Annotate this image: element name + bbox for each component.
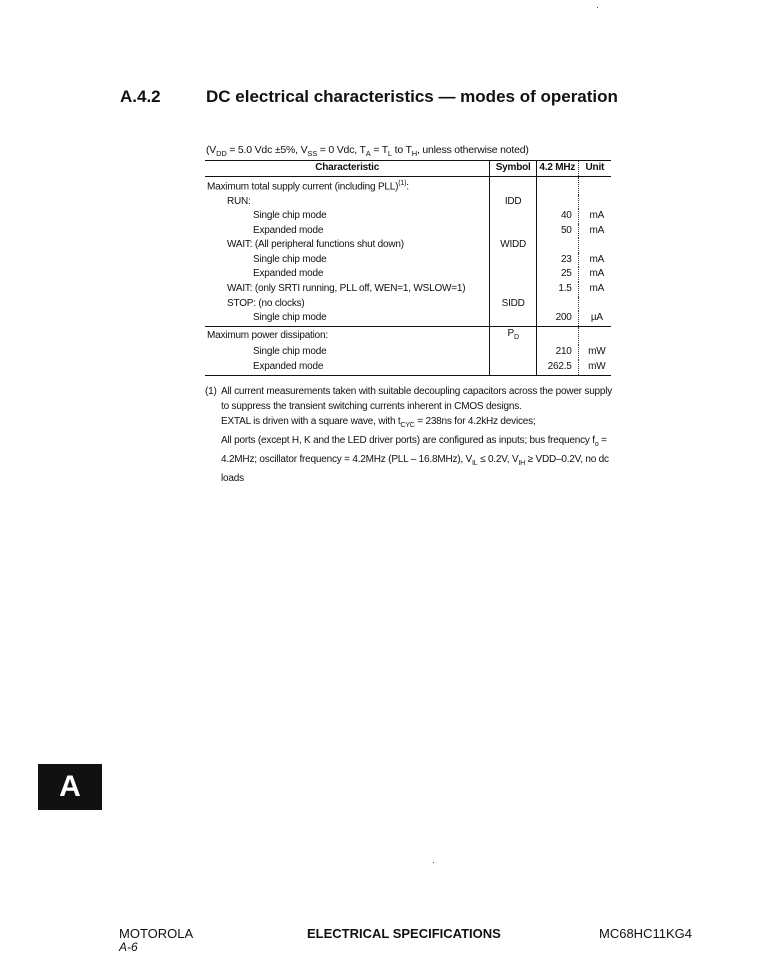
row-label: Single chip mode: [205, 209, 490, 224]
row-value: [536, 297, 578, 312]
table-row: [205, 345, 611, 360]
row-value: 25: [536, 267, 578, 282]
row-label: WAIT: (All peripheral functions shut down): [205, 238, 490, 253]
row-symbol: [490, 345, 537, 360]
row-label: Single chip mode: [205, 253, 490, 268]
row-symbol: [490, 176, 537, 194]
row-unit: mA: [589, 268, 605, 280]
row-unit: mA: [589, 210, 605, 222]
row-symbol: IDD: [490, 195, 537, 210]
row-label: Maximum total supply current (including PLL)$^{(1)}$:: [205, 176, 490, 194]
footer-page-number: A-6: [119, 940, 138, 954]
table-header-row: [205, 161, 611, 177]
header-unit: Unit: [578, 161, 611, 177]
footer-part-number: MC68HC11KG4: [599, 926, 692, 941]
header-symbol: Symbol: [490, 161, 537, 177]
row-unit: mA: [589, 253, 605, 265]
footer-chapter: ELECTRICAL SPECIFICATIONS: [307, 926, 501, 941]
row-value: 200: [536, 311, 578, 326]
row-value: 210: [536, 345, 578, 360]
row-unit: [578, 238, 611, 253]
row-symbol: $P_D$: [490, 326, 537, 345]
row-value: [536, 326, 578, 345]
table-row: [205, 297, 611, 312]
table-row: [205, 209, 611, 224]
footnote-number: (1): [205, 386, 217, 397]
row-label: Maximum power dissipation:: [205, 326, 490, 345]
section-title: DC electrical characteristics — modes of operation: [206, 87, 618, 106]
row-value: 23: [536, 253, 578, 268]
row-value: [536, 238, 578, 253]
row-symbol: [490, 311, 537, 326]
row-label: Expanded mode: [205, 224, 490, 239]
row-unit: mW: [578, 360, 611, 375]
table-row: [205, 326, 611, 345]
row-symbol: [490, 282, 537, 297]
footer-brand: MOTOROLA: [119, 926, 194, 941]
table-row: [205, 267, 611, 282]
dc-characteristics-table: [205, 160, 611, 376]
table-row: [205, 253, 611, 268]
row-value: 50: [536, 224, 578, 239]
table-row: [205, 224, 611, 239]
row-label: Expanded mode: [205, 267, 490, 282]
header-frequency: 4.2 MHz: [536, 161, 578, 177]
row-label: RUN:: [205, 195, 490, 210]
row-label: STOP: (no clocks): [205, 297, 490, 312]
footnote-line: All ports (except H, K and the LED driver ports) are configured as inputs; bus frequency $f_o = 4.2MHz$; oscillator frequency = 4.2MHz (PLL – 16.8MHz), $V_{IL} \le 0.2V$, $V_{IH} \ge VDD-0.2V$, no dc loads: [221, 435, 609, 484]
table-row: [205, 195, 611, 210]
row-symbol: [490, 267, 537, 282]
row-unit: [578, 326, 611, 345]
row-value: 262.5: [536, 360, 578, 375]
row-label: WAIT: (only SRTI running, PLL off, WEN=1, WSLOW=1): [205, 282, 490, 297]
scan-speck: [433, 862, 434, 863]
table-row: [205, 360, 611, 375]
footnote-line: EXTAL is driven with a square wave, with $t_{CYC} = 238ns$ for 4.2kHz devices;: [221, 416, 536, 429]
header-characteristic: Characteristic: [205, 161, 490, 177]
row-symbol: [490, 209, 537, 224]
row-value: 1.5: [536, 282, 578, 297]
row-symbol: SIDD: [490, 297, 537, 312]
table-row: [205, 282, 611, 297]
row-value: [536, 176, 578, 194]
row-value: 40: [536, 209, 578, 224]
row-label: Single chip mode: [205, 311, 490, 326]
row-value: [536, 195, 578, 210]
scan-speck: [597, 7, 598, 8]
footnote: [205, 384, 615, 486]
row-symbol: [490, 360, 537, 375]
row-unit: mA: [589, 224, 605, 236]
footnote-body: [221, 384, 615, 486]
row-label: Single chip mode: [205, 345, 490, 360]
section-number: A.4.2: [120, 87, 161, 106]
table-row: [205, 311, 611, 326]
row-symbol: [490, 224, 537, 239]
row-symbol: WIDD: [490, 238, 537, 253]
row-unit: µA: [578, 311, 611, 326]
table-row: [205, 176, 611, 194]
row-unit: [578, 297, 611, 312]
row-unit: [578, 176, 611, 194]
row-unit: [578, 195, 611, 210]
row-symbol: [490, 253, 537, 268]
appendix-tab: A: [38, 764, 102, 810]
table-row: [205, 238, 611, 253]
footnote-line: All current measurements taken with suitable decoupling capacitors across the power supply to suppress the transient switching currents inherent in CMOS designs.: [221, 386, 613, 412]
row-unit: mA: [589, 283, 605, 295]
row-label: Expanded mode: [205, 360, 490, 375]
test-conditions: ($V_{DD} = 5.0$ Vdc ±5%, $V_{SS} = 0$ Vdc, $T_A = T_L$ to $T_H$, unless otherwise noted): [206, 144, 529, 159]
row-unit: mW: [588, 346, 606, 358]
